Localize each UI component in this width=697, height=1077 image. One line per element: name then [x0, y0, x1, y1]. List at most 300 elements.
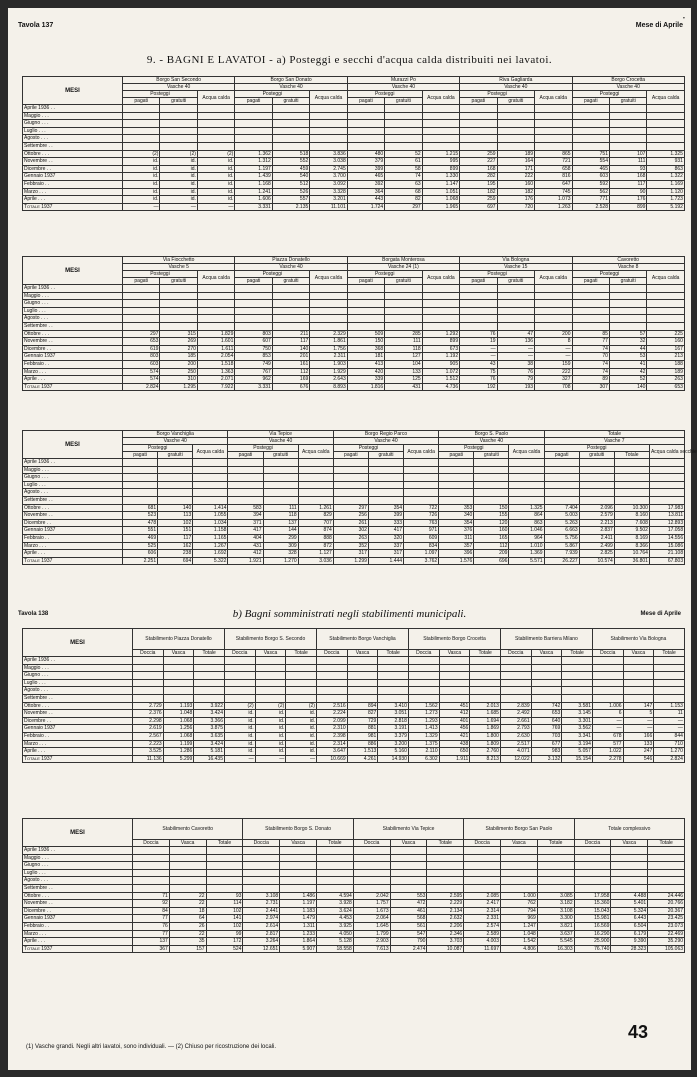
data-cell: id. [160, 165, 197, 173]
footnote: (1) Vasche grandi. Negli altri lavatoi, sono individuali. — (2) Chiuso per ricostruzione dei locali. [26, 1044, 277, 1050]
data-cell: 2.903 [353, 938, 390, 946]
data-cell: 285 [385, 330, 422, 338]
mesi-header: MESI [23, 257, 123, 285]
data-cell [353, 847, 390, 855]
data-cell: 816 [535, 173, 572, 181]
data-cell: 2.567 [133, 732, 164, 740]
data-cell [609, 120, 646, 128]
acqua-calda-header: Acqua calda [647, 271, 684, 285]
data-cell [298, 466, 333, 474]
data-cell: 995 [422, 158, 459, 166]
pagati-header: pagati [460, 98, 497, 105]
data-cell: 1.439 [235, 173, 272, 181]
data-cell: id. [160, 173, 197, 181]
data-cell [647, 315, 684, 323]
data-cell: 159 [535, 360, 572, 368]
data-cell: 603 [572, 173, 609, 181]
data-cell: id. [123, 158, 160, 166]
location-name: Borgo Crocetta [572, 77, 684, 84]
column-header: Totale [206, 840, 243, 847]
data-cell: 6.179 [611, 930, 648, 938]
data-cell [408, 664, 439, 672]
data-cell: id. [224, 725, 255, 733]
month-label: Febbraio . . [23, 922, 133, 930]
data-cell [310, 322, 347, 330]
location-name: Via Tepice [228, 431, 333, 438]
data-cell: 2.331 [464, 915, 501, 923]
month-label: Agosto . . . [23, 489, 123, 497]
total-cell: 694 [158, 557, 193, 565]
data-cell: 2.516 [316, 702, 347, 710]
data-cell: 169 [272, 376, 309, 384]
pagati-header: pagati [572, 278, 609, 285]
data-cell: 136 [497, 338, 534, 346]
data-cell [228, 489, 263, 497]
data-cell: 5.057 [562, 748, 593, 756]
total-cell: 720 [497, 203, 534, 211]
total-cell: 36.801 [614, 557, 649, 565]
column-header: Totale [470, 650, 501, 657]
data-cell [123, 142, 160, 150]
data-cell: 53 [609, 353, 646, 361]
data-cell [572, 120, 609, 128]
data-cell [470, 694, 501, 702]
data-cell: 315 [160, 330, 197, 338]
data-cell: id. [255, 725, 286, 733]
data-cell: 171 [497, 165, 534, 173]
data-cell [347, 135, 384, 143]
data-cell [255, 672, 286, 680]
location-name: Via Bologna [460, 257, 572, 264]
data-cell [169, 877, 206, 885]
data-cell: 364 [347, 188, 384, 196]
data-cell [544, 481, 579, 489]
data-cell [243, 862, 280, 870]
data-cell [497, 307, 534, 315]
posteggi-header: Posteggi [333, 445, 403, 452]
data-cell: 523 [123, 512, 158, 520]
data-cell: 2.441 [243, 907, 280, 915]
acqua-calda-header: Acqua calda [298, 445, 333, 459]
data-cell [272, 127, 309, 135]
data-cell [531, 657, 562, 665]
total-cell: 431 [385, 383, 422, 391]
data-cell [439, 664, 470, 672]
data-cell [562, 694, 593, 702]
total-cell: — [197, 203, 234, 211]
data-cell: 1.197 [280, 900, 317, 908]
data-cell [317, 854, 354, 862]
data-cell [408, 694, 439, 702]
data-cell: 200 [160, 360, 197, 368]
data-cell: 5.181 [194, 748, 225, 756]
data-cell: 574 [123, 368, 160, 376]
total-cell: 10.087 [427, 945, 464, 953]
data-cell: 57 [609, 330, 646, 338]
data-cell [535, 142, 572, 150]
data-cell [427, 854, 464, 862]
data-cell: 1.869 [470, 725, 501, 733]
data-cell [623, 679, 654, 687]
data-cell [647, 112, 684, 120]
data-cell [460, 292, 497, 300]
total-cell: 26.227 [544, 557, 579, 565]
data-cell: 3.182 [537, 900, 574, 908]
stabilimento-name: Stabilimento Borgo Crocetta [408, 629, 500, 650]
data-cell [133, 672, 164, 680]
data-cell: 353 [439, 504, 474, 512]
data-cell [123, 307, 160, 315]
data-cell [158, 459, 193, 467]
data-cell: 337 [368, 542, 403, 550]
data-cell: id. [123, 180, 160, 188]
data-cell [572, 322, 609, 330]
stabilimento-name: Stabilimento Cavoretto [133, 819, 243, 840]
data-cell: 2.054 [197, 353, 234, 361]
column-header: Totale [562, 650, 593, 657]
data-cell: 2.376 [133, 710, 164, 718]
data-cell [347, 120, 384, 128]
month-label: Aprile 1936 . . [23, 459, 123, 467]
data-cell: 459 [272, 165, 309, 173]
data-cell: 3.092 [310, 180, 347, 188]
data-cell: 1.611 [197, 345, 234, 353]
posteggi-header: Posteggi [235, 271, 310, 278]
data-cell: 144 [263, 527, 298, 535]
data-cell [193, 459, 228, 467]
data-cell: 568 [390, 915, 427, 923]
data-cell: 1.692 [193, 550, 228, 558]
data-cell: 1.809 [470, 740, 501, 748]
data-cell [592, 664, 623, 672]
data-cell [133, 657, 164, 665]
data-cell: 172 [206, 938, 243, 946]
data-cell: id. [123, 188, 160, 196]
data-cell: 640 [531, 717, 562, 725]
total-label: Totale 1937 [23, 557, 123, 565]
data-cell [160, 285, 197, 293]
lavatoi-table-1 [22, 76, 685, 211]
data-cell [255, 679, 286, 687]
data-cell: 2.071 [197, 376, 234, 384]
data-cell [163, 672, 194, 680]
data-cell [286, 687, 317, 695]
total-cell: 11.136 [133, 755, 164, 763]
data-cell [353, 884, 390, 892]
data-cell: 9.502 [614, 527, 649, 535]
data-cell: id. [255, 732, 286, 740]
data-cell [235, 292, 272, 300]
data-cell: 6 [592, 710, 623, 718]
data-cell [310, 292, 347, 300]
data-cell [385, 322, 422, 330]
data-cell [654, 657, 685, 665]
data-cell: 2.793 [500, 725, 531, 733]
data-cell: 399 [347, 165, 384, 173]
data-cell [255, 694, 286, 702]
data-cell [224, 657, 255, 665]
data-cell [263, 474, 298, 482]
data-cell: 99 [206, 930, 243, 938]
data-cell [544, 466, 579, 474]
total-cell: 7.613 [353, 945, 390, 953]
data-cell: id. [160, 188, 197, 196]
data-cell: 79 [497, 376, 534, 384]
data-cell [427, 884, 464, 892]
data-cell: 557 [272, 196, 309, 204]
data-cell: 259 [460, 150, 497, 158]
total-cell: 16.435 [194, 755, 225, 763]
posteggi-header: Posteggi [123, 91, 198, 98]
acqua-calda-header: Acqua calda [647, 91, 684, 105]
total-cell: 10.669 [316, 755, 347, 763]
column-header: Doccia [574, 840, 611, 847]
month-label: Aprile . . . [23, 376, 123, 384]
data-cell: 431 [228, 542, 263, 550]
data-cell [537, 877, 574, 885]
data-cell [228, 459, 263, 467]
data-cell: 1.861 [310, 338, 347, 346]
column-header: Totale [194, 650, 225, 657]
data-cell [194, 694, 225, 702]
data-cell: 472 [390, 900, 427, 908]
data-cell [611, 884, 648, 892]
data-cell [427, 862, 464, 870]
stabilimento-name: Stabilimento Borgo S. Donato [243, 819, 353, 840]
data-cell [197, 285, 234, 293]
data-cell: 5.128 [317, 938, 354, 946]
data-cell [544, 459, 579, 467]
data-cell: 526 [272, 188, 309, 196]
data-cell [531, 664, 562, 672]
data-cell [572, 142, 609, 150]
total-cell: 1.270 [263, 557, 298, 565]
data-cell: 1.363 [197, 368, 234, 376]
data-cell: 201 [272, 353, 309, 361]
data-cell: 297 [333, 504, 368, 512]
total-cell: 546 [623, 755, 654, 763]
month-label: Novembre . . [23, 900, 133, 908]
data-cell [158, 481, 193, 489]
data-cell: 9.390 [611, 938, 648, 946]
data-cell: 1.256 [163, 725, 194, 733]
data-cell: 161 [272, 360, 309, 368]
data-cell [648, 884, 685, 892]
data-cell [298, 489, 333, 497]
total-cell: 1.965 [422, 203, 459, 211]
data-cell: 1.329 [408, 732, 439, 740]
data-cell: 111 [385, 338, 422, 346]
data-cell: 320 [368, 534, 403, 542]
data-cell: 137 [133, 938, 170, 946]
data-cell: 969 [501, 915, 538, 923]
data-cell [353, 869, 390, 877]
data-cell [378, 657, 409, 665]
data-cell: 3.108 [243, 892, 280, 900]
data-cell: 3.703 [427, 938, 464, 946]
data-cell: 769 [531, 725, 562, 733]
data-cell: 5.545 [537, 938, 574, 946]
data-cell [194, 657, 225, 665]
data-cell: 2.619 [133, 725, 164, 733]
data-cell [497, 300, 534, 308]
total-label: Totale 1937 [23, 755, 133, 763]
data-cell: 1.072 [422, 368, 459, 376]
data-cell: 5.003 [544, 512, 579, 520]
data-cell [609, 105, 646, 113]
data-cell: 68 [385, 188, 422, 196]
data-cell: 188 [647, 360, 684, 368]
pagati-header: pagati [333, 452, 368, 459]
data-cell: 1.325 [647, 150, 684, 158]
data-cell: 707 [298, 519, 333, 527]
location-name: Via Fiocchetto [123, 257, 235, 264]
total-cell: 1.263 [535, 203, 572, 211]
data-cell: 379 [347, 158, 384, 166]
vasche-count: Vasche 5 [123, 264, 235, 271]
data-cell [286, 664, 317, 672]
data-cell [497, 292, 534, 300]
data-cell [378, 664, 409, 672]
data-cell [390, 884, 427, 892]
data-cell [280, 869, 317, 877]
data-cell: 74 [572, 360, 609, 368]
total-cell: — [286, 755, 317, 763]
data-cell: 160 [497, 180, 534, 188]
data-cell: 834 [404, 542, 439, 550]
data-cell: 299 [263, 534, 298, 542]
data-cell [404, 474, 439, 482]
data-cell: 1.542 [501, 938, 538, 946]
data-cell [509, 474, 544, 482]
data-cell: 317 [333, 550, 368, 558]
data-cell: 1.685 [470, 710, 501, 718]
total-cell: 367 [133, 945, 170, 953]
data-cell: 13.811 [649, 512, 684, 520]
data-cell: 3.341 [562, 732, 593, 740]
data-cell: 2.492 [500, 710, 531, 718]
data-cell [500, 687, 531, 695]
data-cell: 52 [609, 376, 646, 384]
data-cell: 195 [460, 180, 497, 188]
data-cell: 653 [123, 338, 160, 346]
data-cell: 3.836 [310, 150, 347, 158]
total-cell: 192 [460, 383, 497, 391]
stabilimento-name: Stabilimento Borgo S. Secondo [224, 629, 316, 650]
data-cell: 1.169 [647, 180, 684, 188]
data-cell: 6.443 [611, 915, 648, 923]
data-cell: 865 [535, 150, 572, 158]
data-cell [579, 474, 614, 482]
data-cell [609, 307, 646, 315]
data-cell [422, 292, 459, 300]
data-cell: 1.215 [422, 150, 459, 158]
data-cell [654, 687, 685, 695]
data-cell: 1.068 [163, 717, 194, 725]
data-cell [235, 105, 272, 113]
data-cell: 1.192 [422, 353, 459, 361]
data-cell [592, 657, 623, 665]
data-cell [169, 869, 206, 877]
data-cell [333, 489, 368, 497]
totale-header: Totale [614, 452, 649, 459]
data-cell [286, 672, 317, 680]
data-cell [649, 466, 684, 474]
data-cell: 2.311 [310, 353, 347, 361]
data-cell: 1.010 [509, 542, 544, 550]
data-cell: 1.756 [310, 345, 347, 353]
data-cell: 168 [609, 173, 646, 181]
month-label: Marzo . . . [23, 930, 133, 938]
data-cell [572, 105, 609, 113]
data-cell: id. [197, 180, 234, 188]
data-cell [235, 285, 272, 293]
data-cell: 863 [647, 165, 684, 173]
data-cell: 41 [609, 360, 646, 368]
data-cell: 354 [368, 504, 403, 512]
pagati-header: pagati [235, 98, 272, 105]
column-header: Doccia [464, 840, 501, 847]
data-cell: 2.574 [464, 922, 501, 930]
month-label: Gennaio 1937 [23, 527, 123, 535]
vasche-count: Vasche 8 [572, 264, 684, 271]
data-cell: id. [197, 196, 234, 204]
data-cell [160, 307, 197, 315]
data-cell: 15.043 [574, 907, 611, 915]
data-cell [474, 466, 509, 474]
data-cell [537, 862, 574, 870]
data-cell: 1.051 [422, 188, 459, 196]
data-cell: 872 [298, 542, 333, 550]
data-cell [422, 315, 459, 323]
data-cell: 886 [347, 740, 378, 748]
data-cell [298, 474, 333, 482]
data-cell: id. [286, 740, 317, 748]
data-cell [272, 292, 309, 300]
data-cell [404, 489, 439, 497]
data-cell [648, 869, 685, 877]
data-cell [464, 884, 501, 892]
data-cell [647, 300, 684, 308]
data-cell: 1.757 [353, 900, 390, 908]
data-cell: 561 [390, 922, 427, 930]
data-cell: 894 [347, 702, 378, 710]
data-cell: 1.694 [470, 717, 501, 725]
data-cell [316, 664, 347, 672]
data-cell: 962 [235, 376, 272, 384]
posteggi-header: Posteggi [572, 91, 647, 98]
acqua-calda-header: Acqua calda [535, 271, 572, 285]
data-cell [574, 877, 611, 885]
total-cell: 8.213 [470, 755, 501, 763]
data-cell: 32 [609, 338, 646, 346]
data-cell: id. [160, 180, 197, 188]
month-label: Agosto . . . [23, 135, 123, 143]
data-cell: 76 [460, 376, 497, 384]
data-cell [133, 869, 170, 877]
location-name: Riva Gagliarda [460, 77, 572, 84]
data-cell: 803 [123, 353, 160, 361]
month-label: Giugno . . . [23, 120, 123, 128]
data-cell: 38 [497, 360, 534, 368]
page [8, 8, 697, 1070]
data-cell: 155 [474, 512, 509, 520]
column-header: Vasca [280, 840, 317, 847]
data-cell: 4.488 [611, 892, 648, 900]
data-cell [286, 694, 317, 702]
vasche-count: Vasche 40 [347, 84, 459, 91]
data-cell [194, 679, 225, 687]
